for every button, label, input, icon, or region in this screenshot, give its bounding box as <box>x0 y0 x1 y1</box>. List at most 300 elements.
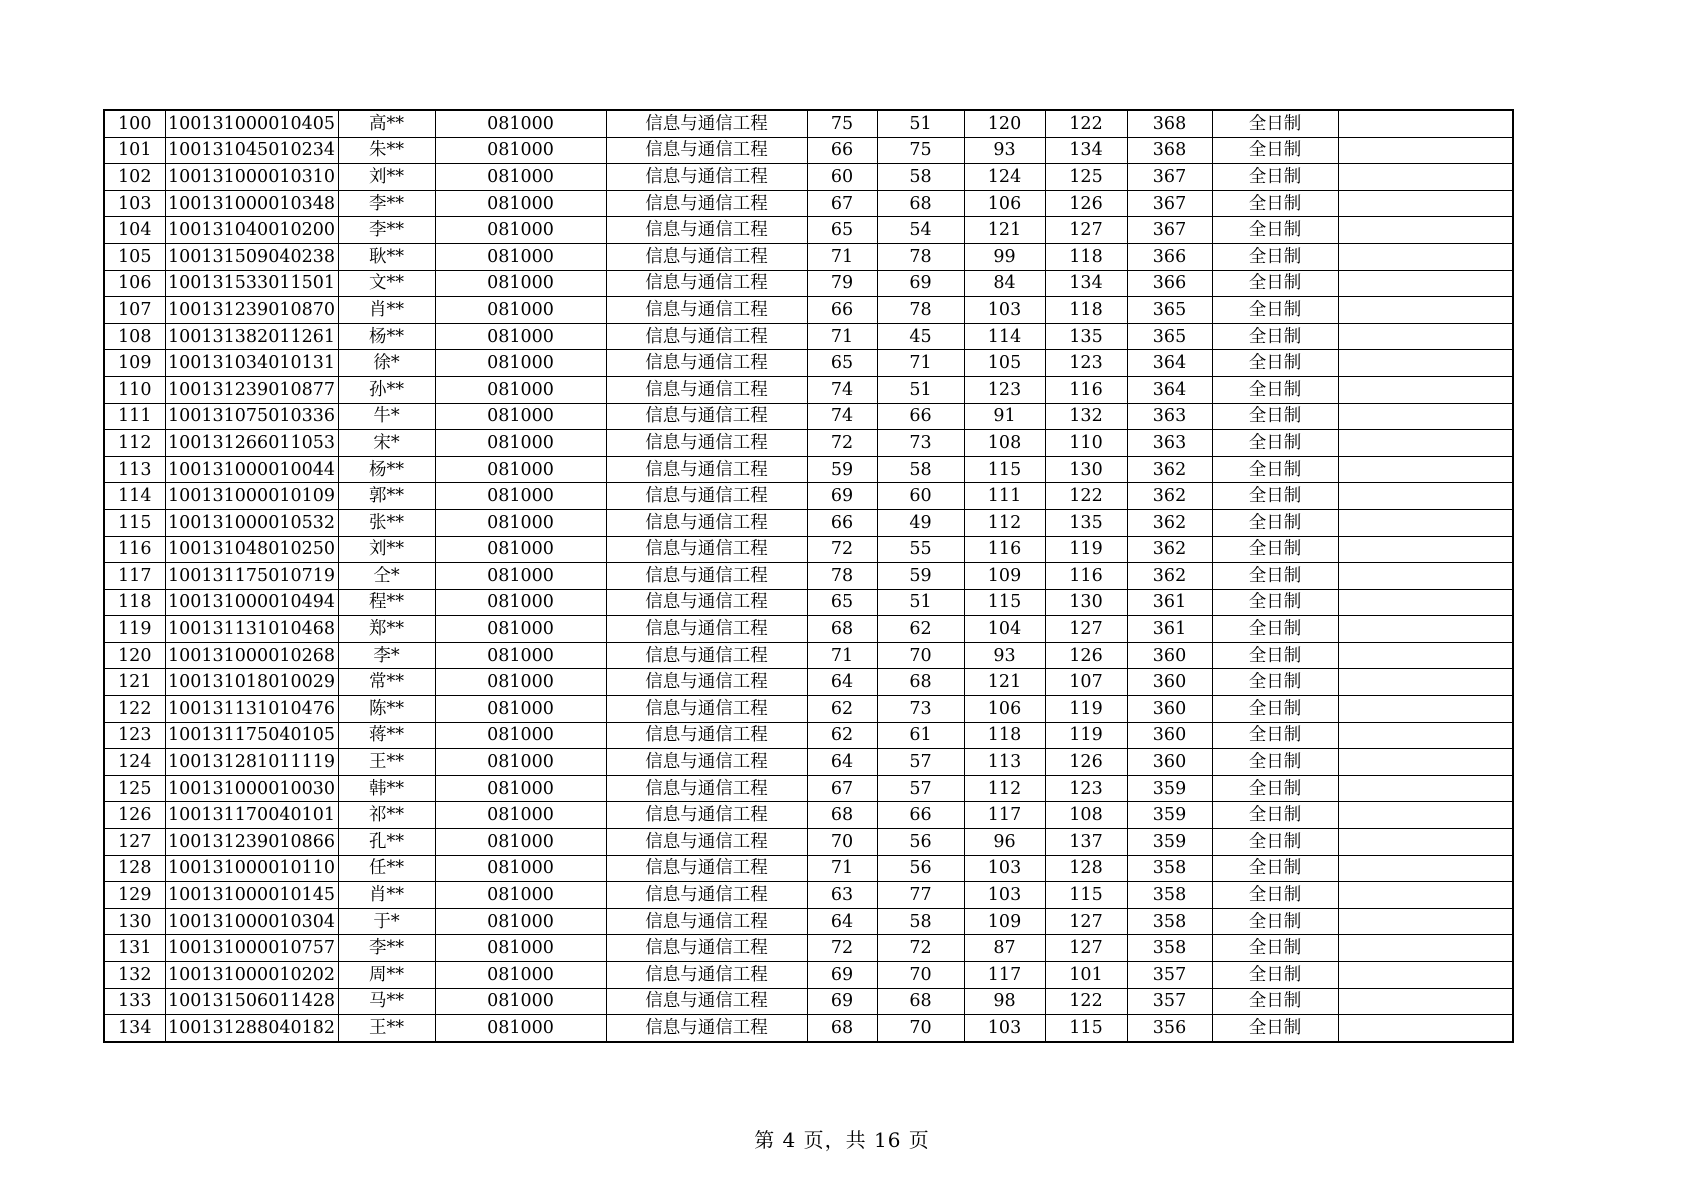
row-number-cell: 103 <box>104 190 165 217</box>
score-specialty-cell: 123 <box>1045 775 1127 802</box>
study-mode-cell: 全日制 <box>1212 403 1338 430</box>
remarks-cell <box>1338 243 1513 270</box>
major-name-cell: 信息与通信工程 <box>606 536 807 563</box>
study-mode-cell: 全日制 <box>1212 110 1338 137</box>
page-number-footer: 第 4 页，共 16 页 <box>754 1128 930 1152</box>
score-english-cell: 55 <box>877 536 964 563</box>
table-row <box>104 217 1513 244</box>
score-english-cell: 70 <box>877 962 964 989</box>
major-code-cell: 081000 <box>435 642 606 669</box>
score-specialty-cell: 127 <box>1045 616 1127 643</box>
score-specialty-cell: 123 <box>1045 350 1127 377</box>
remarks-cell <box>1338 376 1513 403</box>
candidate-id-cell: 100131048010250 <box>165 536 338 563</box>
candidate-id-cell: 100131000010757 <box>165 935 338 962</box>
table-row <box>104 669 1513 696</box>
major-code-cell: 081000 <box>435 190 606 217</box>
candidate-id-cell: 100131131010468 <box>165 616 338 643</box>
candidate-name-cell: 耿** <box>338 243 435 270</box>
score-politics-cell: 60 <box>807 164 877 191</box>
major-code-cell: 081000 <box>435 456 606 483</box>
major-name-cell: 信息与通信工程 <box>606 483 807 510</box>
score-specialty-cell: 116 <box>1045 376 1127 403</box>
total-score-cell: 366 <box>1127 243 1212 270</box>
score-politics-cell: 64 <box>807 749 877 776</box>
major-code-cell: 081000 <box>435 749 606 776</box>
candidate-name-cell: 李* <box>338 642 435 669</box>
score-politics-cell: 63 <box>807 882 877 909</box>
major-name-cell: 信息与通信工程 <box>606 110 807 137</box>
study-mode-cell: 全日制 <box>1212 483 1338 510</box>
score-english-cell: 72 <box>877 935 964 962</box>
table-row <box>104 908 1513 935</box>
score-english-cell: 59 <box>877 563 964 590</box>
score-english-cell: 78 <box>877 243 964 270</box>
score-math-cell: 109 <box>964 908 1045 935</box>
candidate-id-cell: 100131382011261 <box>165 323 338 350</box>
row-number-cell: 111 <box>104 403 165 430</box>
score-specialty-cell: 132 <box>1045 403 1127 430</box>
candidate-name-cell: 韩** <box>338 775 435 802</box>
candidate-id-cell: 100131075010336 <box>165 403 338 430</box>
score-specialty-cell: 126 <box>1045 749 1127 776</box>
table-row <box>104 563 1513 590</box>
score-english-cell: 68 <box>877 669 964 696</box>
row-number-cell: 129 <box>104 882 165 909</box>
total-score-cell: 364 <box>1127 376 1212 403</box>
major-code-cell: 081000 <box>435 137 606 164</box>
remarks-cell <box>1338 190 1513 217</box>
total-score-cell: 358 <box>1127 882 1212 909</box>
score-politics-cell: 74 <box>807 376 877 403</box>
score-politics-cell: 65 <box>807 217 877 244</box>
score-math-cell: 112 <box>964 775 1045 802</box>
major-code-cell: 081000 <box>435 962 606 989</box>
candidate-id-cell: 100131000010310 <box>165 164 338 191</box>
score-math-cell: 114 <box>964 323 1045 350</box>
score-specialty-cell: 119 <box>1045 722 1127 749</box>
major-code-cell: 081000 <box>435 350 606 377</box>
score-math-cell: 118 <box>964 722 1045 749</box>
score-specialty-cell: 122 <box>1045 988 1127 1015</box>
major-code-cell: 081000 <box>435 775 606 802</box>
score-specialty-cell: 135 <box>1045 323 1127 350</box>
row-number-cell: 134 <box>104 1015 165 1042</box>
study-mode-cell: 全日制 <box>1212 217 1338 244</box>
row-number-cell: 106 <box>104 270 165 297</box>
table-row <box>104 509 1513 536</box>
score-specialty-cell: 118 <box>1045 297 1127 324</box>
score-politics-cell: 71 <box>807 243 877 270</box>
major-code-cell: 081000 <box>435 1015 606 1042</box>
score-english-cell: 70 <box>877 1015 964 1042</box>
score-math-cell: 106 <box>964 696 1045 723</box>
candidate-name-cell: 张** <box>338 509 435 536</box>
row-number-cell: 118 <box>104 589 165 616</box>
study-mode-cell: 全日制 <box>1212 696 1338 723</box>
candidate-id-cell: 100131040010200 <box>165 217 338 244</box>
score-specialty-cell: 128 <box>1045 855 1127 882</box>
row-number-cell: 125 <box>104 775 165 802</box>
score-specialty-cell: 110 <box>1045 430 1127 457</box>
remarks-cell <box>1338 908 1513 935</box>
score-specialty-cell: 126 <box>1045 642 1127 669</box>
table-body <box>104 110 1513 1042</box>
candidate-name-cell: 马** <box>338 988 435 1015</box>
candidate-id-cell: 100131266011053 <box>165 430 338 457</box>
remarks-cell <box>1338 509 1513 536</box>
score-english-cell: 68 <box>877 190 964 217</box>
total-score-cell: 361 <box>1127 616 1212 643</box>
major-name-cell: 信息与通信工程 <box>606 722 807 749</box>
major-name-cell: 信息与通信工程 <box>606 1015 807 1042</box>
total-score-cell: 359 <box>1127 802 1212 829</box>
table-row <box>104 829 1513 856</box>
row-number-cell: 122 <box>104 696 165 723</box>
row-number-cell: 123 <box>104 722 165 749</box>
score-english-cell: 66 <box>877 403 964 430</box>
score-politics-cell: 64 <box>807 908 877 935</box>
score-english-cell: 49 <box>877 509 964 536</box>
total-score-cell: 367 <box>1127 190 1212 217</box>
score-english-cell: 54 <box>877 217 964 244</box>
candidate-name-cell: 牛* <box>338 403 435 430</box>
score-politics-cell: 67 <box>807 775 877 802</box>
major-code-cell: 081000 <box>435 669 606 696</box>
row-number-cell: 114 <box>104 483 165 510</box>
row-number-cell: 104 <box>104 217 165 244</box>
candidate-id-cell: 100131533011501 <box>165 270 338 297</box>
score-politics-cell: 59 <box>807 456 877 483</box>
candidate-name-cell: 仝* <box>338 563 435 590</box>
candidate-name-cell: 任** <box>338 855 435 882</box>
study-mode-cell: 全日制 <box>1212 669 1338 696</box>
candidate-name-cell: 孙** <box>338 376 435 403</box>
study-mode-cell: 全日制 <box>1212 775 1338 802</box>
score-english-cell: 77 <box>877 882 964 909</box>
candidate-id-cell: 100131000010494 <box>165 589 338 616</box>
score-math-cell: 117 <box>964 962 1045 989</box>
score-politics-cell: 71 <box>807 642 877 669</box>
study-mode-cell: 全日制 <box>1212 164 1338 191</box>
major-code-cell: 081000 <box>435 323 606 350</box>
candidate-name-cell: 孔** <box>338 829 435 856</box>
total-score-cell: 363 <box>1127 403 1212 430</box>
score-math-cell: 115 <box>964 456 1045 483</box>
row-number-cell: 108 <box>104 323 165 350</box>
study-mode-cell: 全日制 <box>1212 1015 1338 1042</box>
total-score-cell: 368 <box>1127 110 1212 137</box>
total-score-cell: 360 <box>1127 749 1212 776</box>
row-number-cell: 100 <box>104 110 165 137</box>
score-politics-cell: 71 <box>807 855 877 882</box>
score-math-cell: 96 <box>964 829 1045 856</box>
score-math-cell: 91 <box>964 403 1045 430</box>
score-specialty-cell: 122 <box>1045 483 1127 510</box>
remarks-cell <box>1338 642 1513 669</box>
score-specialty-cell: 115 <box>1045 882 1127 909</box>
total-score-cell: 358 <box>1127 908 1212 935</box>
study-mode-cell: 全日制 <box>1212 137 1338 164</box>
row-number-cell: 124 <box>104 749 165 776</box>
total-score-cell: 360 <box>1127 642 1212 669</box>
score-english-cell: 66 <box>877 802 964 829</box>
score-english-cell: 61 <box>877 722 964 749</box>
score-specialty-cell: 115 <box>1045 1015 1127 1042</box>
study-mode-cell: 全日制 <box>1212 642 1338 669</box>
score-math-cell: 106 <box>964 190 1045 217</box>
row-number-cell: 117 <box>104 563 165 590</box>
score-specialty-cell: 130 <box>1045 589 1127 616</box>
major-code-cell: 081000 <box>435 243 606 270</box>
score-politics-cell: 72 <box>807 935 877 962</box>
score-math-cell: 111 <box>964 483 1045 510</box>
score-politics-cell: 74 <box>807 403 877 430</box>
table-row <box>104 775 1513 802</box>
total-score-cell: 357 <box>1127 962 1212 989</box>
table-row <box>104 935 1513 962</box>
candidate-id-cell: 100131000010145 <box>165 882 338 909</box>
major-name-cell: 信息与通信工程 <box>606 164 807 191</box>
remarks-cell <box>1338 456 1513 483</box>
study-mode-cell: 全日制 <box>1212 536 1338 563</box>
row-number-cell: 121 <box>104 669 165 696</box>
table-row <box>104 642 1513 669</box>
score-english-cell: 58 <box>877 908 964 935</box>
remarks-cell <box>1338 722 1513 749</box>
candidate-id-cell: 100131281011119 <box>165 749 338 776</box>
row-number-cell: 126 <box>104 802 165 829</box>
score-specialty-cell: 135 <box>1045 509 1127 536</box>
score-math-cell: 103 <box>964 882 1045 909</box>
major-name-cell: 信息与通信工程 <box>606 589 807 616</box>
remarks-cell <box>1338 483 1513 510</box>
study-mode-cell: 全日制 <box>1212 376 1338 403</box>
row-number-cell: 120 <box>104 642 165 669</box>
study-mode-cell: 全日制 <box>1212 243 1338 270</box>
score-politics-cell: 75 <box>807 110 877 137</box>
remarks-cell <box>1338 270 1513 297</box>
table-row <box>104 988 1513 1015</box>
study-mode-cell: 全日制 <box>1212 962 1338 989</box>
score-specialty-cell: 122 <box>1045 110 1127 137</box>
score-english-cell: 58 <box>877 456 964 483</box>
score-math-cell: 105 <box>964 350 1045 377</box>
score-english-cell: 56 <box>877 855 964 882</box>
remarks-cell <box>1338 962 1513 989</box>
remarks-cell <box>1338 988 1513 1015</box>
score-specialty-cell: 116 <box>1045 563 1127 590</box>
candidate-name-cell: 郑** <box>338 616 435 643</box>
score-math-cell: 93 <box>964 642 1045 669</box>
total-score-cell: 363 <box>1127 430 1212 457</box>
candidate-id-cell: 100131000010030 <box>165 775 338 802</box>
study-mode-cell: 全日制 <box>1212 563 1338 590</box>
major-name-cell: 信息与通信工程 <box>606 775 807 802</box>
study-mode-cell: 全日制 <box>1212 509 1338 536</box>
candidate-name-cell: 高** <box>338 110 435 137</box>
row-number-cell: 132 <box>104 962 165 989</box>
major-code-cell: 081000 <box>435 882 606 909</box>
score-specialty-cell: 118 <box>1045 243 1127 270</box>
remarks-cell <box>1338 350 1513 377</box>
candidate-id-cell: 100131000010304 <box>165 908 338 935</box>
major-code-cell: 081000 <box>435 855 606 882</box>
total-score-cell: 366 <box>1127 270 1212 297</box>
score-english-cell: 78 <box>877 297 964 324</box>
total-score-cell: 364 <box>1127 350 1212 377</box>
total-score-cell: 362 <box>1127 509 1212 536</box>
table-row <box>104 722 1513 749</box>
score-math-cell: 87 <box>964 935 1045 962</box>
candidate-id-cell: 100131045010234 <box>165 137 338 164</box>
score-english-cell: 68 <box>877 988 964 1015</box>
major-code-cell: 081000 <box>435 589 606 616</box>
candidate-id-cell: 100131000010532 <box>165 509 338 536</box>
score-politics-cell: 70 <box>807 829 877 856</box>
row-number-cell: 116 <box>104 536 165 563</box>
score-math-cell: 98 <box>964 988 1045 1015</box>
remarks-cell <box>1338 137 1513 164</box>
study-mode-cell: 全日制 <box>1212 908 1338 935</box>
remarks-cell <box>1338 297 1513 324</box>
score-politics-cell: 66 <box>807 509 877 536</box>
score-specialty-cell: 134 <box>1045 137 1127 164</box>
remarks-cell <box>1338 669 1513 696</box>
major-name-cell: 信息与通信工程 <box>606 190 807 217</box>
candidate-id-cell: 100131000010348 <box>165 190 338 217</box>
candidate-id-cell: 100131239010877 <box>165 376 338 403</box>
score-specialty-cell: 126 <box>1045 190 1127 217</box>
major-code-cell: 081000 <box>435 270 606 297</box>
candidate-id-cell: 100131175010719 <box>165 563 338 590</box>
total-score-cell: 361 <box>1127 589 1212 616</box>
candidate-name-cell: 王** <box>338 1015 435 1042</box>
candidate-id-cell: 100131000010044 <box>165 456 338 483</box>
score-specialty-cell: 119 <box>1045 536 1127 563</box>
major-code-cell: 081000 <box>435 376 606 403</box>
score-specialty-cell: 127 <box>1045 908 1127 935</box>
study-mode-cell: 全日制 <box>1212 589 1338 616</box>
major-name-cell: 信息与通信工程 <box>606 802 807 829</box>
remarks-cell <box>1338 1015 1513 1042</box>
remarks-cell <box>1338 749 1513 776</box>
total-score-cell: 360 <box>1127 669 1212 696</box>
major-name-cell: 信息与通信工程 <box>606 270 807 297</box>
study-mode-cell: 全日制 <box>1212 749 1338 776</box>
score-politics-cell: 65 <box>807 589 877 616</box>
score-specialty-cell: 134 <box>1045 270 1127 297</box>
major-name-cell: 信息与通信工程 <box>606 509 807 536</box>
total-score-cell: 368 <box>1127 137 1212 164</box>
table-row <box>104 483 1513 510</box>
score-politics-cell: 64 <box>807 669 877 696</box>
score-math-cell: 115 <box>964 589 1045 616</box>
row-number-cell: 105 <box>104 243 165 270</box>
major-code-cell: 081000 <box>435 110 606 137</box>
score-math-cell: 120 <box>964 110 1045 137</box>
major-name-cell: 信息与通信工程 <box>606 243 807 270</box>
total-score-cell: 362 <box>1127 456 1212 483</box>
study-mode-cell: 全日制 <box>1212 430 1338 457</box>
candidate-id-cell: 100131000010110 <box>165 855 338 882</box>
major-code-cell: 081000 <box>435 217 606 244</box>
candidate-id-cell: 100131239010866 <box>165 829 338 856</box>
total-score-cell: 358 <box>1127 855 1212 882</box>
candidate-name-cell: 李** <box>338 935 435 962</box>
total-score-cell: 362 <box>1127 563 1212 590</box>
score-math-cell: 121 <box>964 669 1045 696</box>
score-politics-cell: 68 <box>807 802 877 829</box>
score-specialty-cell: 125 <box>1045 164 1127 191</box>
table-row <box>104 376 1513 403</box>
score-math-cell: 84 <box>964 270 1045 297</box>
study-mode-cell: 全日制 <box>1212 616 1338 643</box>
table-row <box>104 456 1513 483</box>
remarks-cell <box>1338 217 1513 244</box>
score-specialty-cell: 107 <box>1045 669 1127 696</box>
candidate-name-cell: 程** <box>338 589 435 616</box>
total-score-cell: 356 <box>1127 1015 1212 1042</box>
score-math-cell: 113 <box>964 749 1045 776</box>
score-english-cell: 60 <box>877 483 964 510</box>
major-name-cell: 信息与通信工程 <box>606 696 807 723</box>
remarks-cell <box>1338 802 1513 829</box>
table-row <box>104 243 1513 270</box>
candidate-id-cell: 100131175040105 <box>165 722 338 749</box>
candidate-name-cell: 徐* <box>338 350 435 377</box>
table-row <box>104 270 1513 297</box>
major-name-cell: 信息与通信工程 <box>606 403 807 430</box>
major-name-cell: 信息与通信工程 <box>606 616 807 643</box>
row-number-cell: 102 <box>104 164 165 191</box>
score-politics-cell: 72 <box>807 536 877 563</box>
major-code-cell: 081000 <box>435 483 606 510</box>
score-politics-cell: 69 <box>807 988 877 1015</box>
major-name-cell: 信息与通信工程 <box>606 669 807 696</box>
table-row <box>104 882 1513 909</box>
candidate-name-cell: 刘** <box>338 536 435 563</box>
row-number-cell: 113 <box>104 456 165 483</box>
candidate-name-cell: 李** <box>338 190 435 217</box>
total-score-cell: 362 <box>1127 536 1212 563</box>
table-row <box>104 536 1513 563</box>
score-english-cell: 45 <box>877 323 964 350</box>
table-row <box>104 403 1513 430</box>
score-math-cell: 124 <box>964 164 1045 191</box>
candidate-name-cell: 祁** <box>338 802 435 829</box>
total-score-cell: 367 <box>1127 164 1212 191</box>
table-row <box>104 749 1513 776</box>
score-politics-cell: 65 <box>807 350 877 377</box>
remarks-cell <box>1338 935 1513 962</box>
score-english-cell: 73 <box>877 696 964 723</box>
candidate-name-cell: 肖** <box>338 882 435 909</box>
score-politics-cell: 78 <box>807 563 877 590</box>
row-number-cell: 110 <box>104 376 165 403</box>
score-english-cell: 51 <box>877 110 964 137</box>
score-english-cell: 57 <box>877 749 964 776</box>
total-score-cell: 360 <box>1127 696 1212 723</box>
score-english-cell: 51 <box>877 589 964 616</box>
major-name-cell: 信息与通信工程 <box>606 376 807 403</box>
candidate-id-cell: 100131000010202 <box>165 962 338 989</box>
row-number-cell: 131 <box>104 935 165 962</box>
total-score-cell: 365 <box>1127 297 1212 324</box>
row-number-cell: 115 <box>104 509 165 536</box>
score-math-cell: 108 <box>964 430 1045 457</box>
table-row <box>104 696 1513 723</box>
